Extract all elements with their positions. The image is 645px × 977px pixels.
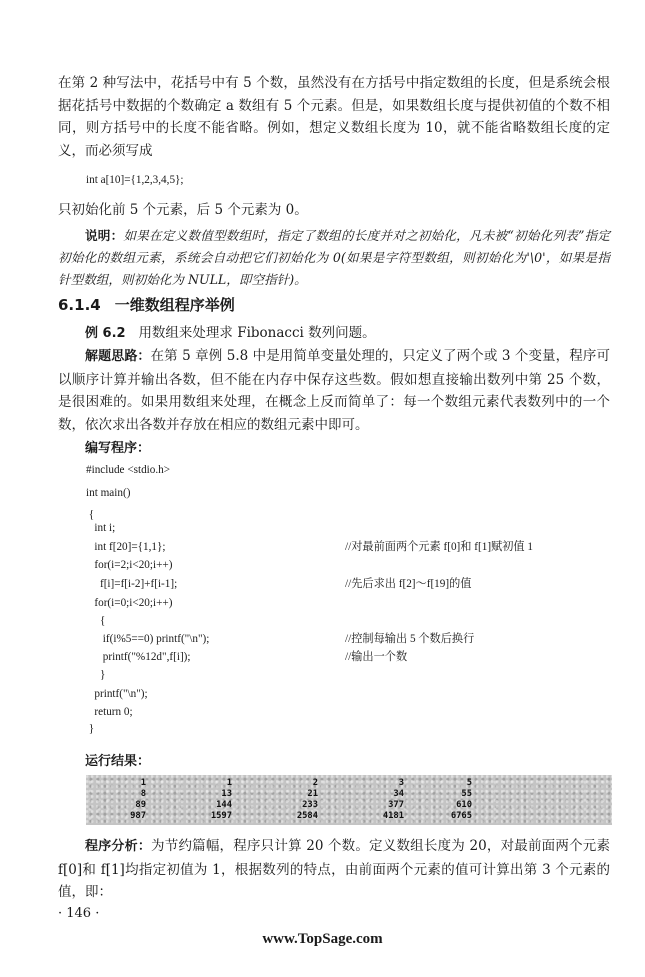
output-row xyxy=(86,789,612,800)
section-heading xyxy=(58,294,235,315)
code-line: printf("\n"); xyxy=(86,688,148,700)
idea-text: 在第 5 章例 5.8 中是用简单变量处理的，只定义了两个或 3 个变量，程序可以顺序计算并输出各数，但不能在内存中保存这些数。假如想直接输出数列中第 25 个数，是很困难的。如果用数组来处理，在概念上反而简单了：每一个数组元素代表数列中的一个数，依次求出各数并存放在相应的数组元素中即可。 xyxy=(58,348,610,433)
code-line: printf("%12d",f[i]); xyxy=(86,651,191,663)
output-value: 8 xyxy=(140,789,146,799)
note-paragraph xyxy=(58,225,610,291)
code-comment: //控制每输出 5 个数后换行 xyxy=(345,633,475,645)
intro-paragraph: 在第 2 种写法中，花括号中有 5 个数，虽然没有在方括号中指定数组的长度，但是系统会根据花括号中数据的个数确定 a 数组有 5 个元素。但是，如果数组长度与提供初值的个数不相同，则方括号中的长度不能省略。例如，想定义数组长度为 10，就不能省略数组长度的定义，而必须写成 xyxy=(58,75,610,159)
output-value: 34 xyxy=(393,789,404,799)
example-label: 例 6.2 xyxy=(85,326,126,341)
program-analysis-paragraph xyxy=(58,835,610,904)
code-line: { xyxy=(86,509,95,521)
code-line: } xyxy=(86,723,95,735)
example-title: 用数组来处理求 Fibonacci 数列问题。 xyxy=(138,325,376,341)
code-line: for(i=0;i<20;i++) xyxy=(86,597,173,609)
code-line: return 0; xyxy=(86,706,133,718)
array-init-code: int a[10]={1,2,3,4,5}; xyxy=(86,174,184,186)
idea-label: 解题思路： xyxy=(85,349,151,364)
output-value: 55 xyxy=(461,789,472,799)
output-value: 987 xyxy=(130,811,146,821)
output-value: 4181 xyxy=(382,811,404,821)
console-output xyxy=(86,775,612,825)
output-row xyxy=(86,811,612,822)
output-value: 89 xyxy=(135,800,146,810)
output-value: 6765 xyxy=(450,811,472,821)
code-line: int i; xyxy=(86,522,116,534)
output-row xyxy=(86,800,612,811)
program-label: 编写程序： xyxy=(85,441,151,456)
init-result-sentence: 只初始化前 5 个元素，后 5 个元素为 0。 xyxy=(58,202,308,218)
analysis-label: 程序分析： xyxy=(85,839,152,854)
run-result-label: 运行结果： xyxy=(85,754,151,769)
page-number: · 146 · xyxy=(58,906,100,921)
analysis-text: 为节约篇幅，程序只计算 20 个数。定义数组长度为 20，对最前面两个元素 f[0]和 f[1]均指定初值为 1，根据数列的特点，由前面两个元素的值可计算出第 3 个元素的值，即： xyxy=(58,838,610,900)
code-line: f[i]=f[i-2]+f[i-1]; xyxy=(86,578,178,590)
output-value: 233 xyxy=(302,800,318,810)
code-line: for(i=2;i<20;i++) xyxy=(86,559,173,571)
output-value: 2584 xyxy=(296,811,318,821)
code-comment: //先后求出 f[2]～f[19]的值 xyxy=(345,578,472,590)
output-value: 1 xyxy=(226,778,232,788)
section-title: 一维数组程序举例 xyxy=(114,296,235,314)
code-line: if(i%5==0) printf("\n"); xyxy=(86,633,210,645)
code-line: int main() xyxy=(86,487,131,499)
output-value: 2 xyxy=(312,778,318,788)
output-row xyxy=(86,778,612,789)
footer-url: www.TopSage.com xyxy=(262,931,383,947)
output-value: 13 xyxy=(221,789,232,799)
code-line: } xyxy=(86,669,106,681)
section-number: 6.1.4 xyxy=(58,296,101,314)
output-value: 5 xyxy=(466,778,472,788)
output-value: 377 xyxy=(388,800,404,810)
note-text: 如果在定义数值型数组时，指定了数组的长度并对之初始化，凡未被“初始化列表”指定初始化的数组元素，系统会自动把它们初始化为 0(如果是字符型数组，则初始化为'\0'，如果是指针型数组，则初始化为 NULL，即空指针)。 xyxy=(58,228,610,287)
output-value: 1597 xyxy=(210,811,232,821)
code-line: int f[20]={1,1}; xyxy=(86,541,166,553)
output-value: 144 xyxy=(216,800,232,810)
output-value: 3 xyxy=(398,778,404,788)
solution-idea-paragraph xyxy=(58,345,610,436)
code-line: { xyxy=(86,615,106,627)
output-value: 610 xyxy=(456,800,472,810)
example-title-line xyxy=(58,322,610,346)
code-comment: //输出一个数 xyxy=(345,651,408,663)
note-label: 说明： xyxy=(85,228,124,243)
code-line: #include <stdio.h> xyxy=(86,464,171,476)
output-value: 1 xyxy=(140,778,146,788)
code-comment: //对最前面两个元素 f[0]和 f[1]赋初值 1 xyxy=(345,541,533,553)
output-value: 21 xyxy=(307,789,318,799)
